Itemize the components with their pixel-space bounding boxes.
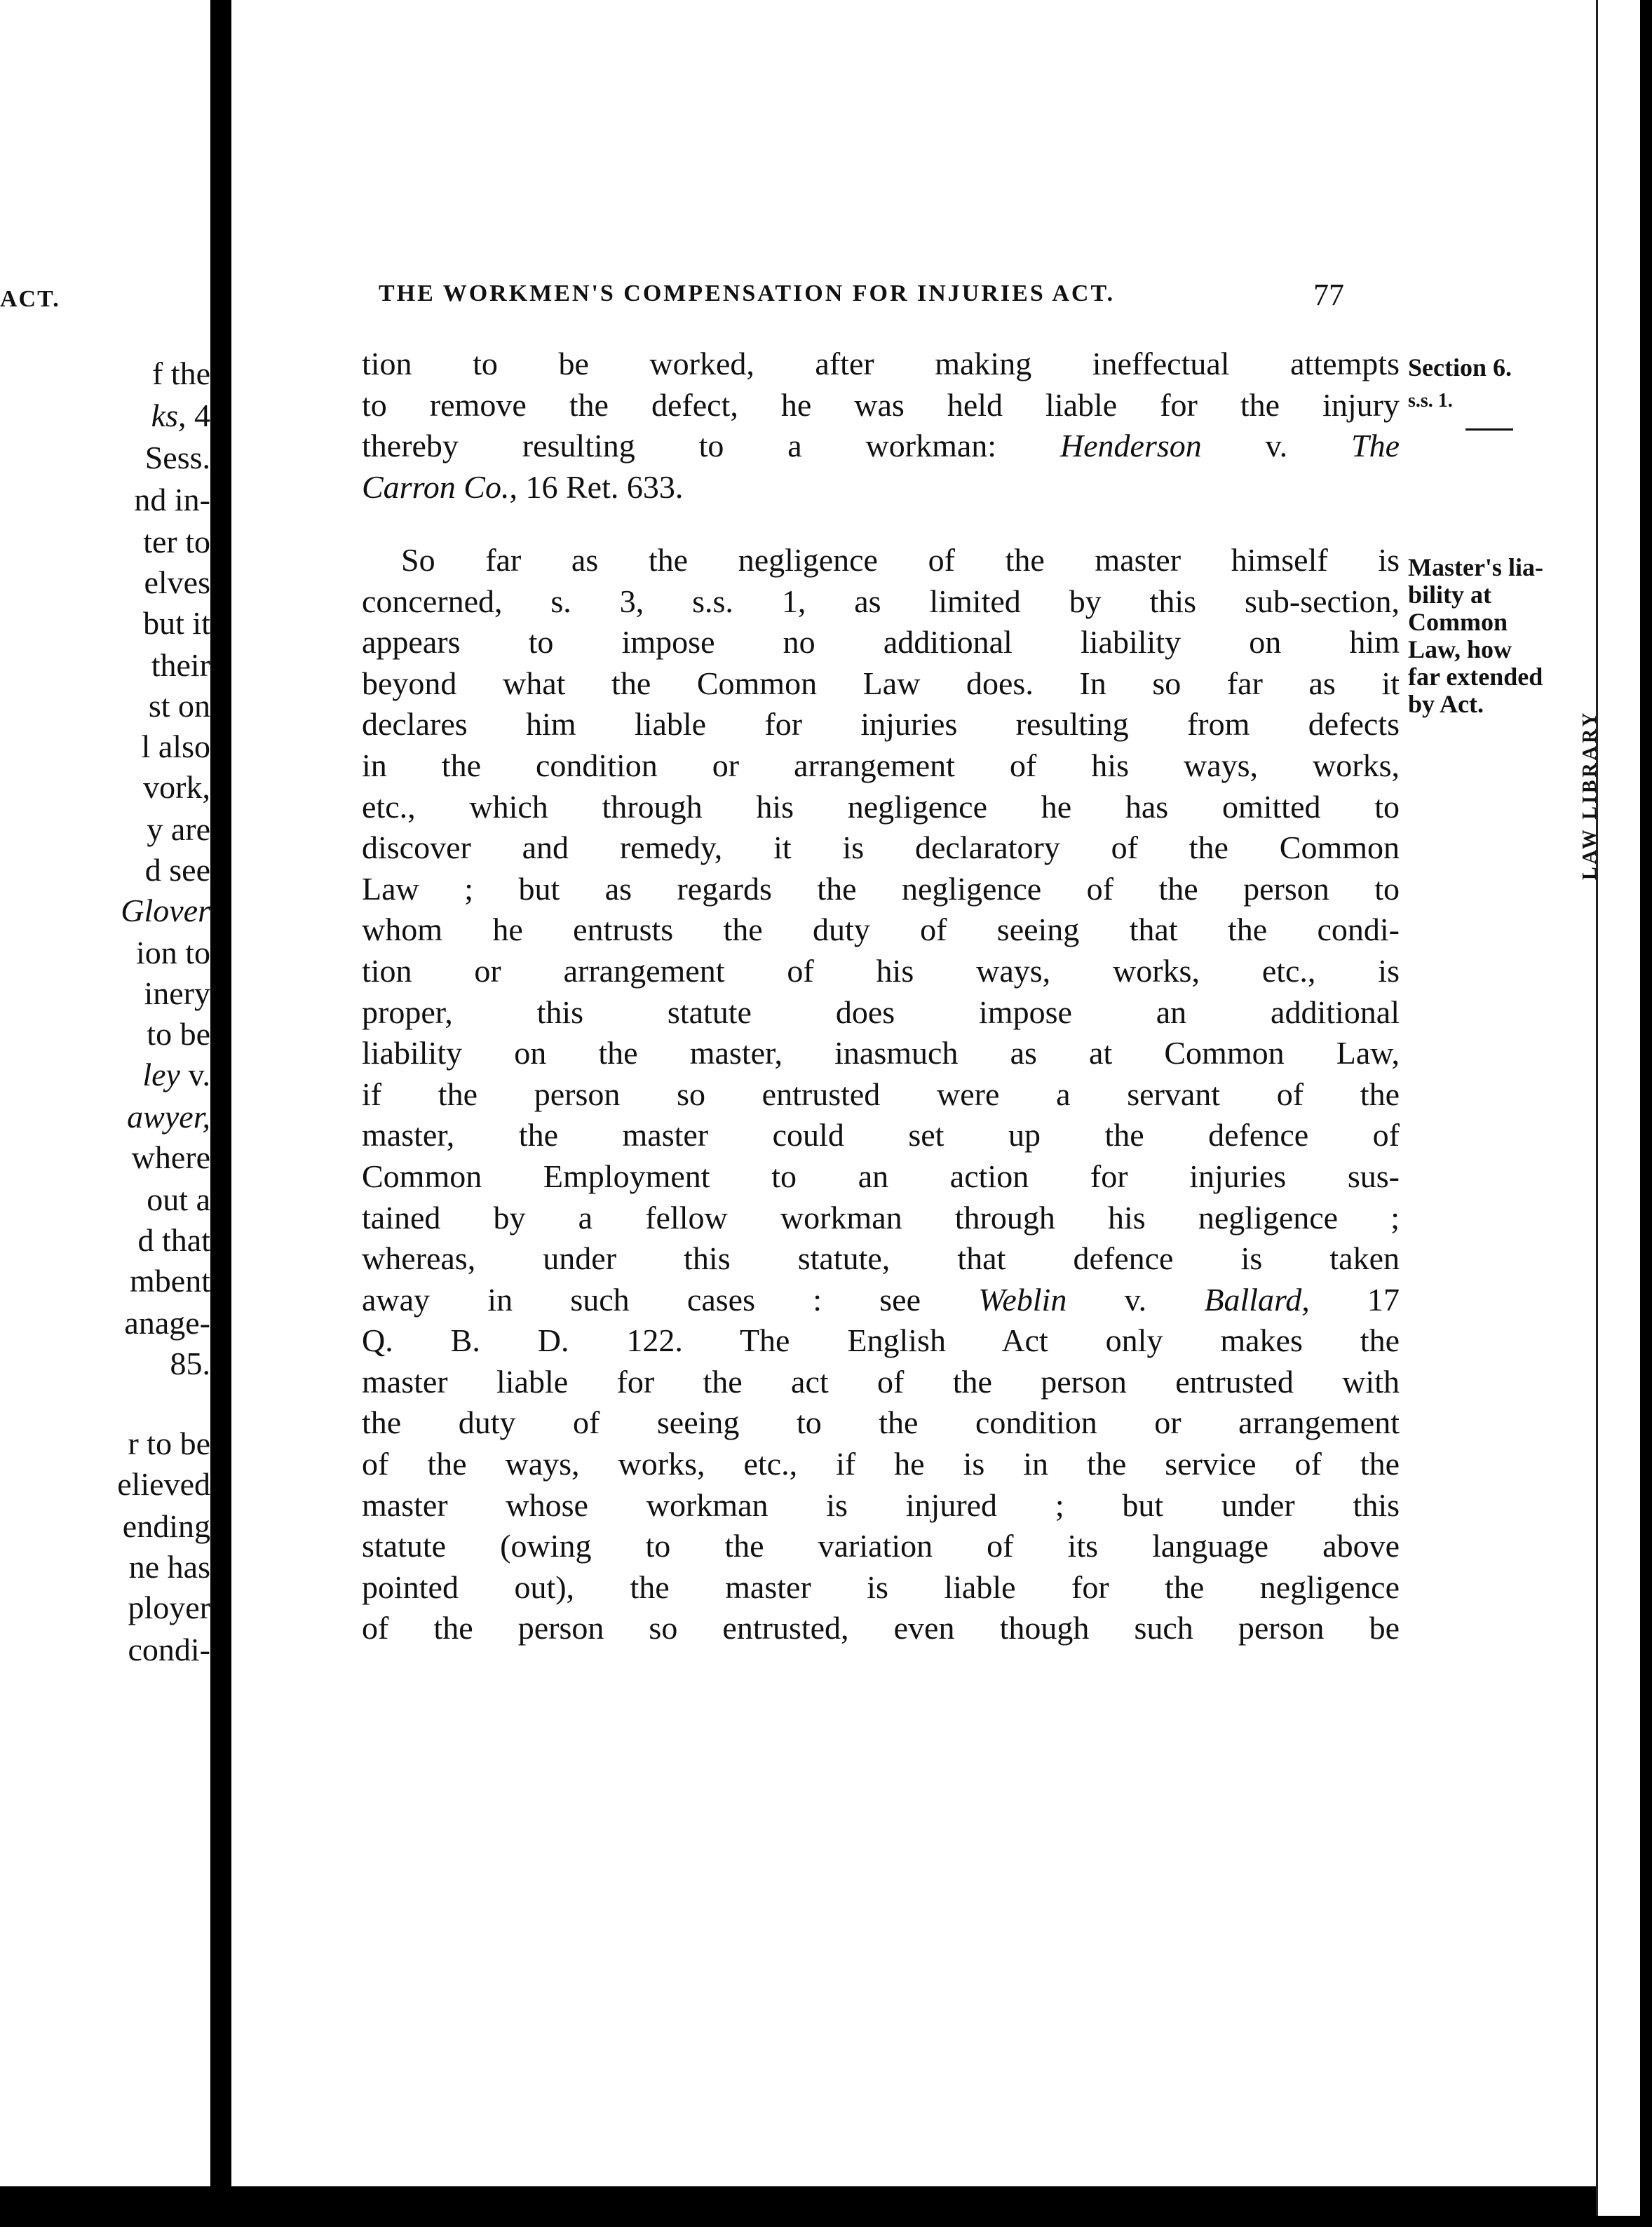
margin-note-section: Section 6. <box>1408 353 1512 381</box>
text-line: thereby resulting to a workman: Henderson v. The <box>362 428 1400 464</box>
text-line: discover and remedy, it is declaratory of the Common <box>362 830 1400 866</box>
left-text-line: r to be <box>128 1426 210 1461</box>
margin-note-line: bility at <box>1408 581 1492 609</box>
text-line: So far as the negligence of the master himself is <box>401 542 1400 578</box>
left-text-line: ion to <box>135 935 210 970</box>
left-text-line: elves <box>144 564 210 600</box>
text-line: Q. B. D. 122. The English Act only makes the <box>362 1322 1400 1359</box>
text-line: master whose workman is injured ; but under this <box>362 1487 1400 1523</box>
text-line: tion to be worked, after making ineffectual attempts <box>362 346 1400 381</box>
text-line: appears to impose no additional liability on him <box>362 624 1400 661</box>
left-text-line: inery <box>144 975 210 1011</box>
text-line: master, the master could set up the defence of <box>362 1117 1400 1153</box>
text-line: etc., which through his negligence he has omitted to <box>362 788 1400 825</box>
margin-note-line: by Act. <box>1408 690 1484 718</box>
text-line: in the condition or arrangement of his ways, works, <box>362 747 1400 783</box>
text-line: to remove the defect, he was held liable for the injury <box>362 386 1400 423</box>
left-text-line: 85. <box>170 1346 210 1381</box>
text-line: concerned, s. 3, s.s. 1, as limited by this sub-section, <box>362 583 1400 619</box>
left-text-line: d see <box>144 852 210 888</box>
case-name: Henderson <box>1059 428 1202 464</box>
left-text-line: to be <box>147 1016 210 1052</box>
left-text-line: condi- <box>128 1632 210 1667</box>
case-name: Weblin <box>978 1281 1067 1318</box>
text-line: of the ways, works, etc., if he is in the service of the <box>362 1446 1400 1482</box>
left-text-line: mbent <box>130 1263 210 1299</box>
text-line: the duty of seeing to the condition or arrangement <box>362 1404 1400 1441</box>
text-line: tained by a fellow workman through his negligence ; <box>362 1199 1400 1236</box>
margin-rule <box>1465 428 1513 431</box>
left-running-head: ACT. <box>0 286 60 312</box>
case-name: Ballard, <box>1204 1281 1310 1318</box>
book-gutter <box>210 0 231 2227</box>
left-text-line: ley v. <box>142 1057 210 1092</box>
margin-note-line: Master's lia- <box>1408 553 1543 581</box>
left-text-line: ending <box>122 1508 210 1544</box>
left-text-line: ks, 4 <box>151 398 210 433</box>
left-text-line: their <box>151 647 210 683</box>
text-line: pointed out), the master is liable for the negligence <box>362 1569 1400 1605</box>
text-line: tion or arrangement of his ways, works, etc., is <box>362 952 1400 989</box>
text-line: whereas, under this statute, that defence is taken <box>362 1240 1400 1277</box>
text-line: proper, this statute does impose an additional <box>362 994 1400 1030</box>
text-line: away in such cases : see Weblin v. Ballard, 17 <box>362 1281 1400 1318</box>
text-line: Common Employment to an action for injuries sus- <box>362 1158 1400 1194</box>
left-text-line: f the <box>151 356 210 391</box>
paragraph-continuation <box>362 344 1400 508</box>
right-page <box>231 0 1596 2186</box>
left-text-line: elieved <box>117 1466 210 1502</box>
library-stamp: LAW LIBRARY <box>1579 710 1601 880</box>
left-page-fragment <box>0 0 210 2186</box>
text-line: whom he entrusts the duty of seeing that the condi- <box>362 912 1400 948</box>
text-line: of the person so entrusted, even though such person be <box>362 1610 1400 1646</box>
left-text-line: awyer, <box>127 1099 210 1135</box>
text-line: master liable for the act of the person entrusted with <box>362 1363 1400 1400</box>
left-text-line: where <box>131 1139 210 1175</box>
text-line: beyond what the Common Law does. In so far as it <box>362 665 1400 701</box>
margin-note-subsection: s.s. 1. <box>1408 390 1453 412</box>
left-text-line: Glover <box>121 893 210 928</box>
left-text-line: d that <box>137 1222 210 1258</box>
margin-note-topic <box>1408 554 1543 718</box>
left-text-line: but it <box>143 605 210 641</box>
text-line: Carron Co., 16 Ret. 633. <box>362 468 684 505</box>
page-number: 77 <box>1313 278 1344 312</box>
paragraph-master-liability <box>362 540 1400 1649</box>
case-name: The <box>1351 428 1400 464</box>
margin-note-line: far extended <box>1408 663 1543 691</box>
left-text-line: ter to <box>143 524 210 560</box>
left-text-line: l also <box>141 729 210 764</box>
left-text-line: anage- <box>124 1305 210 1341</box>
text-line: Law ; but as regards the negligence of the person to <box>362 870 1400 907</box>
left-text-line: Sess. <box>144 440 210 475</box>
text-line: statute (owing to the variation of its language above <box>362 1528 1400 1564</box>
left-text-line: out a <box>147 1182 210 1217</box>
running-head: THE WORKMEN'S COMPENSATION FOR INJURIES ACT. <box>379 280 1116 306</box>
case-name: Carron Co. <box>362 468 510 505</box>
text-line: declares him liable for injuries resulting from defects <box>362 706 1400 743</box>
text-line: if the person so entrusted were a servant of the <box>362 1076 1400 1112</box>
left-text-line: nd in- <box>134 482 210 517</box>
left-text-line: vork, <box>143 769 210 805</box>
left-text-line: ne has <box>128 1549 210 1585</box>
margin-note-line: Common <box>1408 608 1508 636</box>
left-text-line: y are <box>147 811 210 847</box>
margin-note-line: Law, how <box>1408 635 1512 663</box>
next-page-edge <box>1596 0 1640 2216</box>
left-text-line: st on <box>148 688 210 724</box>
text-line: liability on the master, inasmuch as at Common Law, <box>362 1035 1400 1071</box>
left-text-line: ployer <box>128 1590 210 1625</box>
